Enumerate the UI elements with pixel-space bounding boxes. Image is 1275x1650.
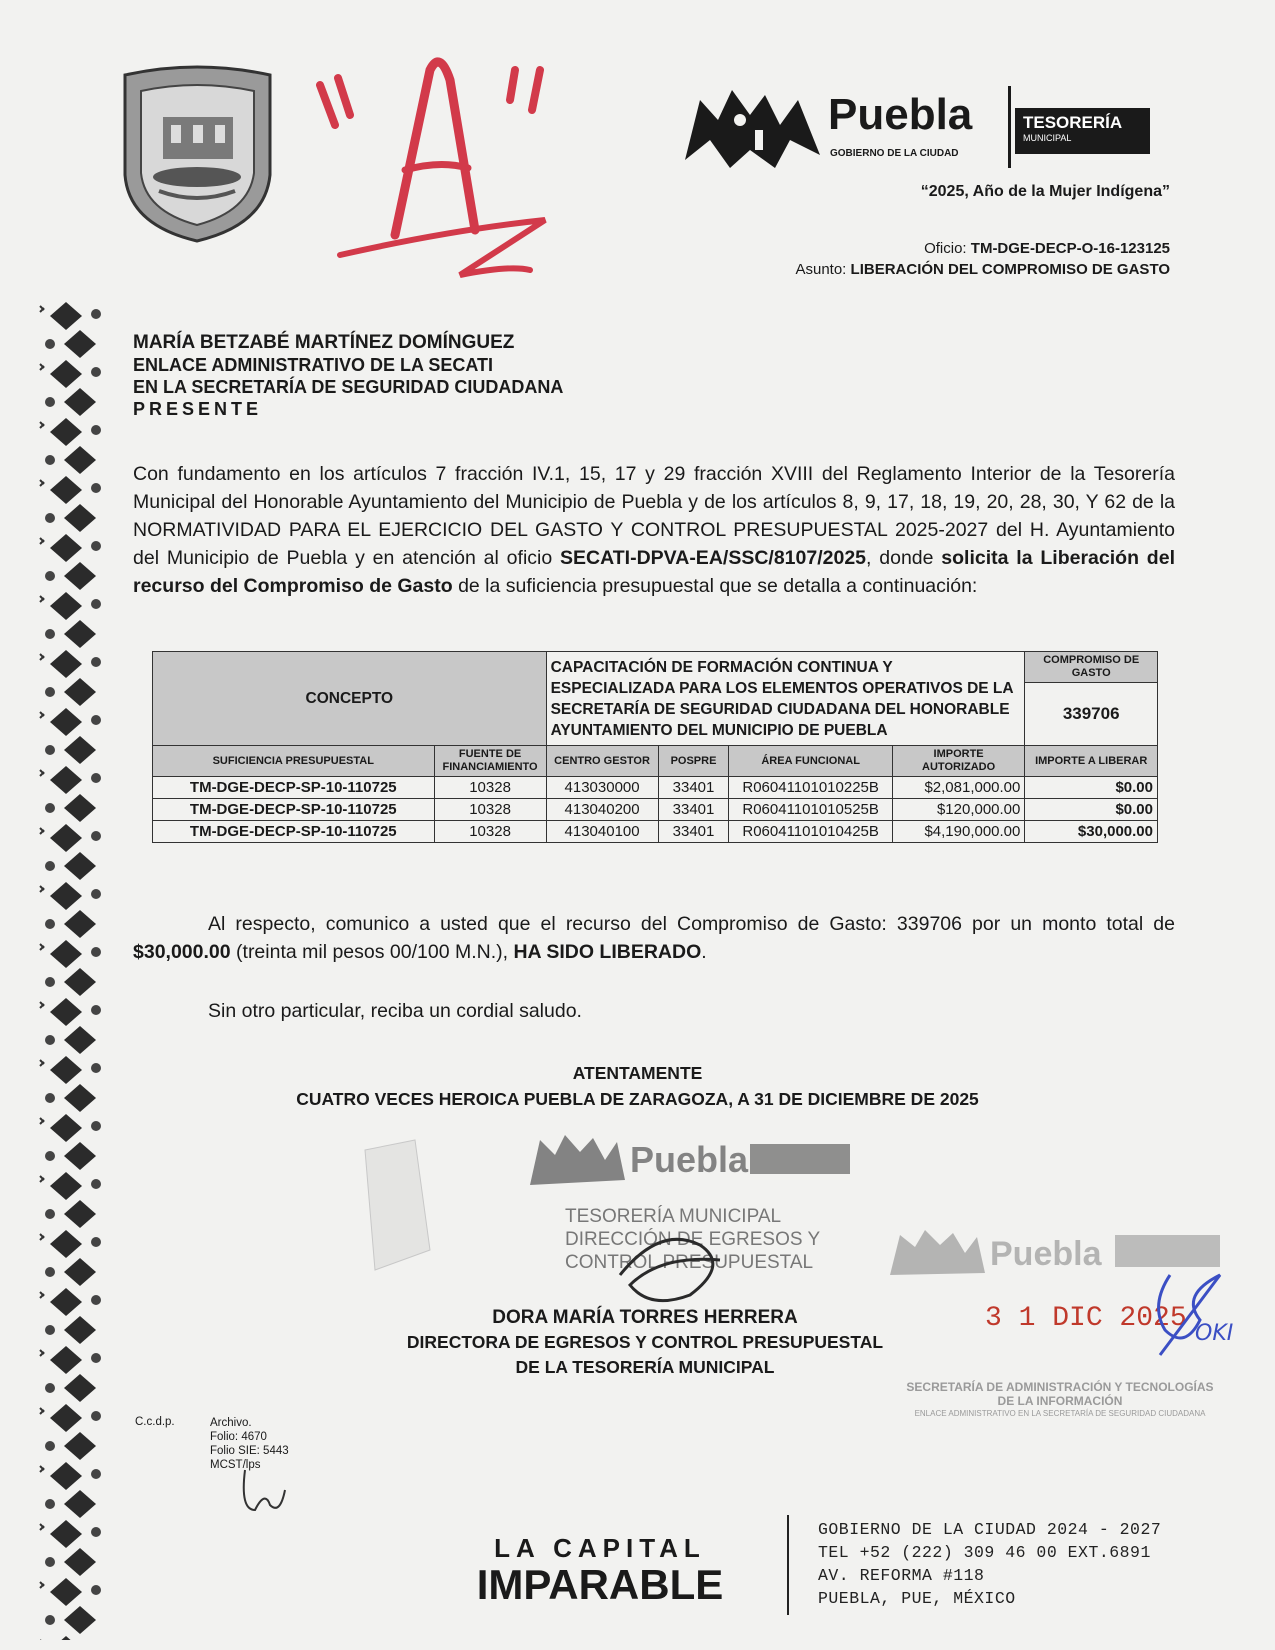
table-row [153,821,1158,843]
logo-divider [1008,86,1011,168]
footer-addr1: GOBIERNO DE LA CIUDAD 2024 - 2027 [818,1520,1162,1539]
addressee-line1: ENLACE ADMINISTRATIVO DE LA SECATI [133,355,493,375]
cell-liberar: $0.00 [1025,777,1158,799]
p2-amount: $30,000.00 [133,941,231,963]
puebla-tesoreria-logo [680,80,1150,175]
cell-area: R06041101010525B [729,799,892,821]
ccdp-label: C.c.d.p. [135,1416,175,1428]
received-date-stamp: 3 1 DIC 2025 [985,1303,1187,1334]
p2-text-a: Al respecto, comunico a usted que el recurso del Compromiso de Gasto: 339706 por un monto total de [208,913,1175,935]
footer-slogan-1: LA CAPITAL [494,1533,706,1563]
addressee-presente: PRESENTE [133,399,263,419]
concepto-text: CAPACITACIÓN DE FORMACIÓN CONTINUA Y ESPECIALIZADA PARA LOS ELEMENTOS OPERATIVOS DE LA SECRETARÍA DE SEGURIDAD CIUDADANA DEL HONORABLE AYUNTAMIENTO DEL MUNICIPIO DE PUEBLA [546,652,1025,746]
city-skyline-icon [680,80,825,170]
initial-scribble [235,1460,295,1520]
cell-autorizado: $120,000.00 [892,799,1025,821]
signer-title2: DE LA TESORERÍA MUNICIPAL [515,1357,775,1377]
col-header: POSPRE [658,746,729,777]
folio: Folio: 4670 [210,1431,267,1443]
place-date: CUATRO VECES HEROICA PUEBLA DE ZARAGOZA, A 31 DE DICIEMBRE DE 2025 [296,1089,979,1109]
footer-address [818,1518,1161,1610]
signer-title1: DIRECTORA DE EGRESOS Y CONTROL PRESUPUESTAL [406,1332,884,1352]
signer-name: DORA MARÍA TORRES HERRERA [492,1307,798,1328]
p2-text-c: . [701,941,707,963]
p1-oficio-ref: SECATI-DPVA-EA/SSC/8107/2025 [560,547,867,569]
footer-addr2: TEL +52 (222) 309 46 00 EXT.6891 [818,1543,1151,1562]
p2-text-b: (treinta mil pesos 00/100 M.N.), [230,941,514,963]
logo-sub: GOBIERNO DE LA CIUDAD [830,148,959,159]
table-row [153,799,1158,821]
footer-addr4: PUEBLA, PUE, MÉXICO [818,1589,1016,1608]
oficio-value: TM-DGE-DECP-O-16-123125 [970,240,1170,257]
addressee-name: MARÍA BETZABÉ MARTÍNEZ DOMÍNGUEZ [133,332,515,353]
col-header: IMPORTE AUTORIZADO [892,746,1025,777]
col-header: SUFICIENCIA PRESUPUESTAL [153,746,435,777]
cell-centro: 413040200 [546,799,658,821]
cell-area: R06041101010425B [729,821,892,843]
atentamente: ATENTAMENTE [572,1063,703,1083]
year-motto: “2025, Año de la Mujer Indígena” [920,183,1170,200]
svg-text:Puebla: Puebla [990,1235,1102,1273]
asunto-label: Asunto: [795,261,847,278]
p1-text-a: Con fundamento en los artículos 7 fracción IV.1, 15, 17 y 29 fracción XVIII del Reglamento Interior de la Tesorería Municipal del Honorable Ayuntamiento del Municipio de Puebla y de los artículos 8, 9, 17, 18, 19, 20, 28, 30, Y 62 de la NORMATIVIDAD PARA EL EJERCICIO DEL GASTO Y CONTROL PRESUPUESTAL 2025-2027 del H. Ayuntamiento del Municipio de Puebla y en atención al oficio [133,463,1175,569]
asunto-value: LIBERACIÓN DEL COMPROMISO DE GASTO [850,261,1170,278]
blue-initials-scribble [1140,1255,1250,1365]
municipal-seal-icon [115,65,280,245]
faded-line1: SECRETARÍA DE ADMINISTRACIÓN Y TECNOLOGÍAS [906,1380,1214,1394]
cell-fuente: 10328 [434,799,546,821]
signature-scribble [600,1215,750,1310]
col-header: IMPORTE A LIBERAR [1025,746,1158,777]
p1-bold-request: solicita la Liberación del recurso del Compromiso de Gasto [133,547,1175,597]
initials-text: OKI [1195,1321,1234,1346]
footer-divider [787,1515,789,1615]
la-capital-imparable-logo [440,1533,760,1623]
cell-centro: 413030000 [546,777,658,799]
tesoreria-label: TESORERÍA [1023,113,1123,132]
faded-line3: ENLACE ADMINISTRATIVO EN LA SECRETARÍA DE SEGURIDAD CIUDADANA [914,1409,1206,1418]
tesoreria-block [1015,108,1150,154]
cell-liberar: $30,000.00 [1025,821,1158,843]
cell-suficiencia: TM-DGE-DECP-SP-10-110725 [153,799,435,821]
stamp-logo-icon [525,1130,855,1190]
col-header: ÁREA FUNCIONAL [729,746,892,777]
signer-block [360,1305,930,1380]
asunto-line [795,259,1170,280]
faded-reception-stamp [880,1380,1240,1419]
cell-fuente: 10328 [434,821,546,843]
addressee-block [133,332,563,420]
p1-text-b: , donde [866,547,942,569]
cell-liberar: $0.00 [1025,799,1158,821]
table-header-row [153,746,1158,777]
oficio-block [795,238,1170,280]
footer-addr3: AV. REFORMA #118 [818,1566,985,1585]
table-row [153,777,1158,799]
cell-autorizado: $4,190,000.00 [892,821,1025,843]
p2-liberado: HA SIDO LIBERADO [513,941,702,963]
col-header: CENTRO GESTOR [546,746,658,777]
cc-initials: MCST/lps [210,1459,261,1471]
logo-word: Puebla [828,90,973,139]
cell-suficiencia: TM-DGE-DECP-SP-10-110725 [153,777,435,799]
stamp-line2: DIRECCIÓN DE EGRESOS Y [565,1229,821,1250]
saludo: Sin otro particular, reciba un cordial saludo. [208,1000,582,1022]
svg-text:Puebla: Puebla [630,1139,749,1180]
compromiso-value: 339706 [1025,683,1158,746]
table-concept-row [153,652,1158,683]
cell-pospre: 33401 [658,799,729,821]
cell-area: R06041101010225B [729,777,892,799]
cell-fuente: 10328 [434,777,546,799]
municipal-label: MUNICIPAL [1023,133,1072,143]
folio-sie: Folio SIE: 5443 [210,1445,289,1457]
cell-suficiencia: TM-DGE-DECP-SP-10-110725 [153,821,435,843]
atentamente-block [0,1060,1275,1112]
budget-table [152,651,1158,843]
stamp-line1: TESORERÍA MUNICIPAL [565,1206,782,1227]
concepto-label: CONCEPTO [153,652,547,746]
cell-pospre: 33401 [658,821,729,843]
body-paragraph-1 [133,460,1175,600]
p1-text-c: de la suficiencia presupuestal que se detalla a continuación: [452,575,978,597]
faded-line2: DE LA INFORMACIÓN [997,1394,1123,1408]
footer-slogan-2: IMPARABLE [476,1561,724,1608]
handwritten-red-a-mark [300,40,620,300]
addressee-line2: EN LA SECRETARÍA DE SEGURIDAD CIUDADANA [133,377,564,397]
body-paragraph-2 [133,910,1175,966]
compromiso-label: COMPROMISO DE GASTO [1025,652,1158,683]
oficio-label: Oficio: [924,240,967,257]
decorative-border-strip [36,300,108,1640]
archivo: Archivo. [210,1417,252,1429]
faded-paper-mark [345,1130,445,1280]
cell-pospre: 33401 [658,777,729,799]
cell-centro: 413040100 [546,821,658,843]
oficio-line [795,238,1170,259]
cell-autorizado: $2,081,000.00 [892,777,1025,799]
col-header: FUENTE DE FINANCIAMIENTO [434,746,546,777]
stamp-line3: CONTROL PRESUPUESTAL [565,1252,814,1273]
